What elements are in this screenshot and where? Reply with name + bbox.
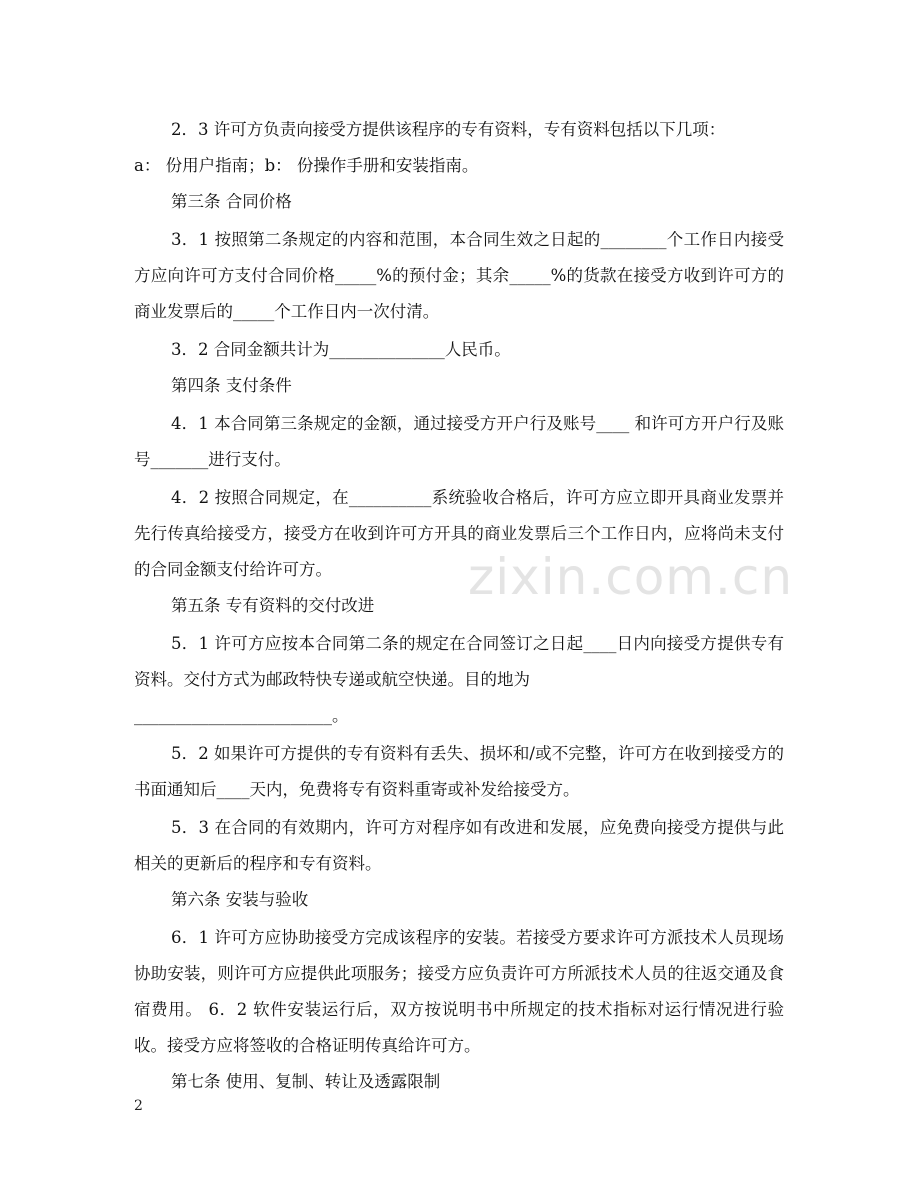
clause-2-3-items: a： 份用户指南；b： 份操作手册和安装指南。 bbox=[134, 156, 479, 175]
page-number: 2 bbox=[134, 1098, 143, 1114]
article-4-heading: 第四条 支付条件 bbox=[171, 376, 292, 395]
document-body bbox=[134, 112, 784, 1100]
clause-5-3: 5．3 在合同的有效期内，许可方对程序如有改进和发展，应免费向接受方提供与此相关的更新后的程序和专有资料。 bbox=[134, 818, 784, 873]
clause-2-3: 2．3 许可方负责向接受方提供该程序的专有资料，专有资料包括以下几项： bbox=[171, 120, 726, 139]
clause-4-2: 4．2 按照合同规定，在__________系统验收合格后，许可方应立即开具商业发票并先行传真给接受方，接受方在收到许可方开具的商业发票后三个工作日内，应将尚未支付的合同金额支付给许可方。 bbox=[134, 488, 784, 579]
clause-6-1-and-6-2: 6．1 许可方应协助接受方完成该程序的安装。若接受方要求许可方派技术人员现场协助安装，则许可方应提供此项服务；接受方应负责许可方所派技术人员的往返交通及食宿费用。 6．2 软件安装运行后，双方按说明书中所规定的技术指标对运行情况进行验收。接受方应将签收的合格证明传真给许可方。 bbox=[134, 928, 784, 1055]
clause-5-2: 5．2 如果许可方提供的专有资料有丢失、损坏和/或不完整，许可方在收到接受方的书面通知后____天内，免费将专有资料重寄或补发给接受方。 bbox=[134, 744, 784, 799]
watermark: zixin.com.cn bbox=[468, 548, 794, 606]
clause-3-2: 3．2 合同金额共计为______________人民币。 bbox=[171, 340, 511, 359]
clause-4-1: 4．1 本合同第三条规定的金额，通过接受方开户行及账号____ 和许可方开户行及账号_______进行支付。 bbox=[134, 414, 784, 469]
article-6-heading: 第六条 安装与验收 bbox=[171, 890, 309, 909]
article-3-heading: 第三条 合同价格 bbox=[171, 192, 292, 211]
clause-3-1: 3．1 按照第二条规定的内容和范围，本合同生效之日起的________个工作日内接受方应向许可方支付合同价格_____%的预付金；其余_____%的货款在接受方收到许可方的商业发票后的_____个工作日内一次付清。 bbox=[134, 230, 784, 321]
article-7-heading: 第七条 使用、复制、转让及透露限制 bbox=[171, 1072, 441, 1091]
article-5-heading: 第五条 专有资料的交付改进 bbox=[171, 596, 375, 615]
clause-5-1-destination-blank: ________________________。 bbox=[134, 706, 349, 725]
clause-5-1: 5．1 许可方应按本合同第二条的规定在合同签订之日起____日内向接受方提供专有资料。交付方式为邮政特快专递或航空快递。目的地为 bbox=[134, 634, 784, 689]
